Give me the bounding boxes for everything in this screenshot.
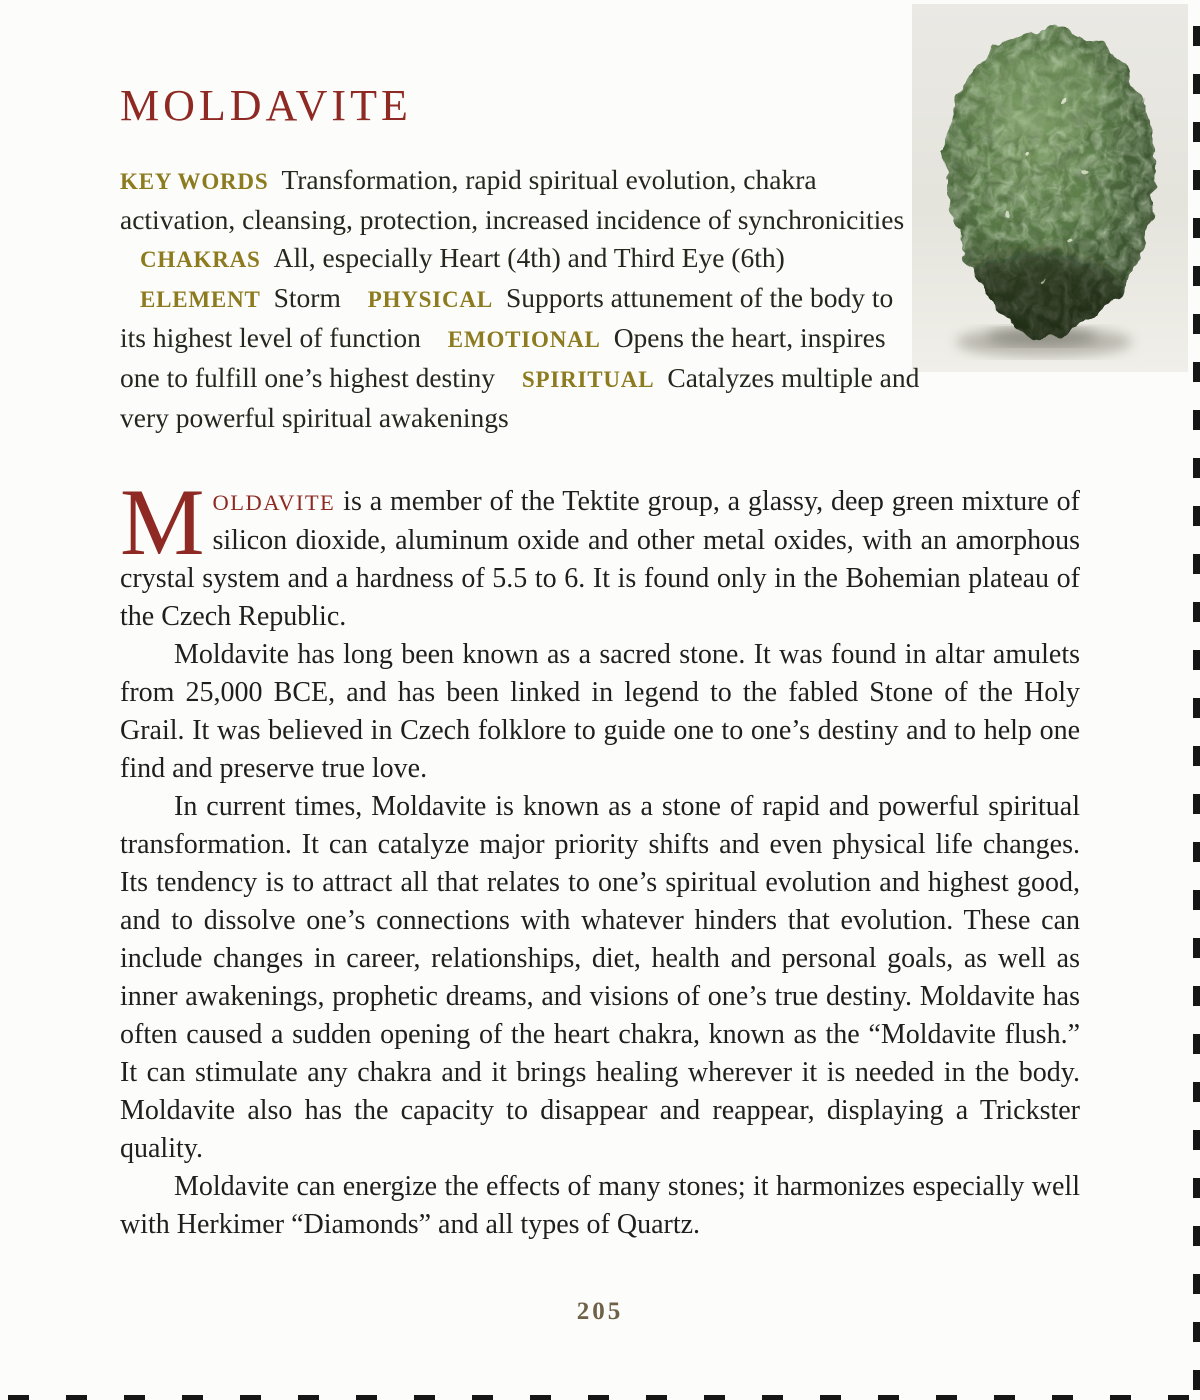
page-number: 205 [576, 1298, 624, 1325]
attr-label-key-words: KEY WORDS [120, 169, 269, 194]
body-paragraph-3: In current times, Moldavite is known as a stone of rapid and powerful spiritual transformation. It can catalyze major priority shifts and even physical life changes. Its tendency is to attract all that relates to one’s spiritual evolution and highest good, and to dissolve one’s connections with whatever hinders that evolution. These can include changes in career, relationships, diet, health and personal goals, as well as inner awakenings, prophetic dreams, and visions of one’s true destiny. Moldavite has often caused a sudden opening of the heart chakra, known as the “Moldavite flush.” It can stimulate any chakra and it brings healing wherever it is needed in the body. Moldavite also has the capacity to disappear and reappear, displaying a Trickster quality. [120, 791, 1080, 1164]
attr-label-element: ELEMENT [140, 287, 261, 312]
attr-text-chakras: All, especially Heart (4th) and Third Eye (6th) [273, 242, 785, 273]
attr-label-physical: PHYSICAL [367, 287, 493, 312]
attr-label-emotional: EMOTIONAL [447, 327, 601, 352]
body-paragraph-4: Moldavite can energize the effects of many stones; it harmonizes especially well with Herkimer “Diamonds” and all types of Quartz. [120, 1171, 1080, 1240]
lead-smallcaps: OLDAVITE [212, 490, 336, 515]
attr-label-chakras: CHAKRAS [140, 247, 261, 272]
attr-text-element: Storm [273, 282, 341, 313]
attr-text-physical: Supports attunement of the body to its highest level of function [120, 282, 894, 353]
page-content [120, 0, 1080, 1326]
body-paragraph-2: Moldavite has long been known as a sacred stone. It was found in altar amulets from 25,000 BCE, and has been linked in legend to the fabled Stone of the Holy Grail. It was believed in Czech folklore to guide one to one’s destiny and to help one find and preserve true love. [120, 639, 1080, 784]
drop-cap: M [120, 469, 205, 575]
page-edge-marks-bottom [0, 1395, 1200, 1400]
attr-label-spiritual: SPIRITUAL [521, 367, 655, 392]
attributes-block [120, 161, 920, 437]
page-title: MOLDAVITE [120, 81, 412, 130]
attribute-chakras [120, 242, 785, 273]
body-paragraph-1 [120, 469, 1080, 636]
attribute-element [120, 282, 341, 313]
page-edge-marks-right [1193, 26, 1200, 1390]
body-text [120, 469, 1080, 1244]
attr-text-spiritual: Catalyzes multiple and very powerful spiritual awakenings [120, 362, 920, 433]
attr-text-key-words: Transformation, rapid spiritual evolution, chakra activation, cleansing, protection, increased incidence of synchronicities [120, 164, 905, 235]
paragraph-1-text: is a member of the Tektite group, a glassy, deep green mixture of silicon dioxide, aluminum oxide and other metal oxides, with an amorphous crystal system and a hardness of 5.5 to 6. It is found only in the Bohemian plateau of the Czech Republic. [120, 486, 1080, 632]
attr-text-emotional: Opens the heart, inspires one to fulfill one’s highest destiny [120, 322, 886, 393]
attribute-key-words [120, 164, 904, 235]
